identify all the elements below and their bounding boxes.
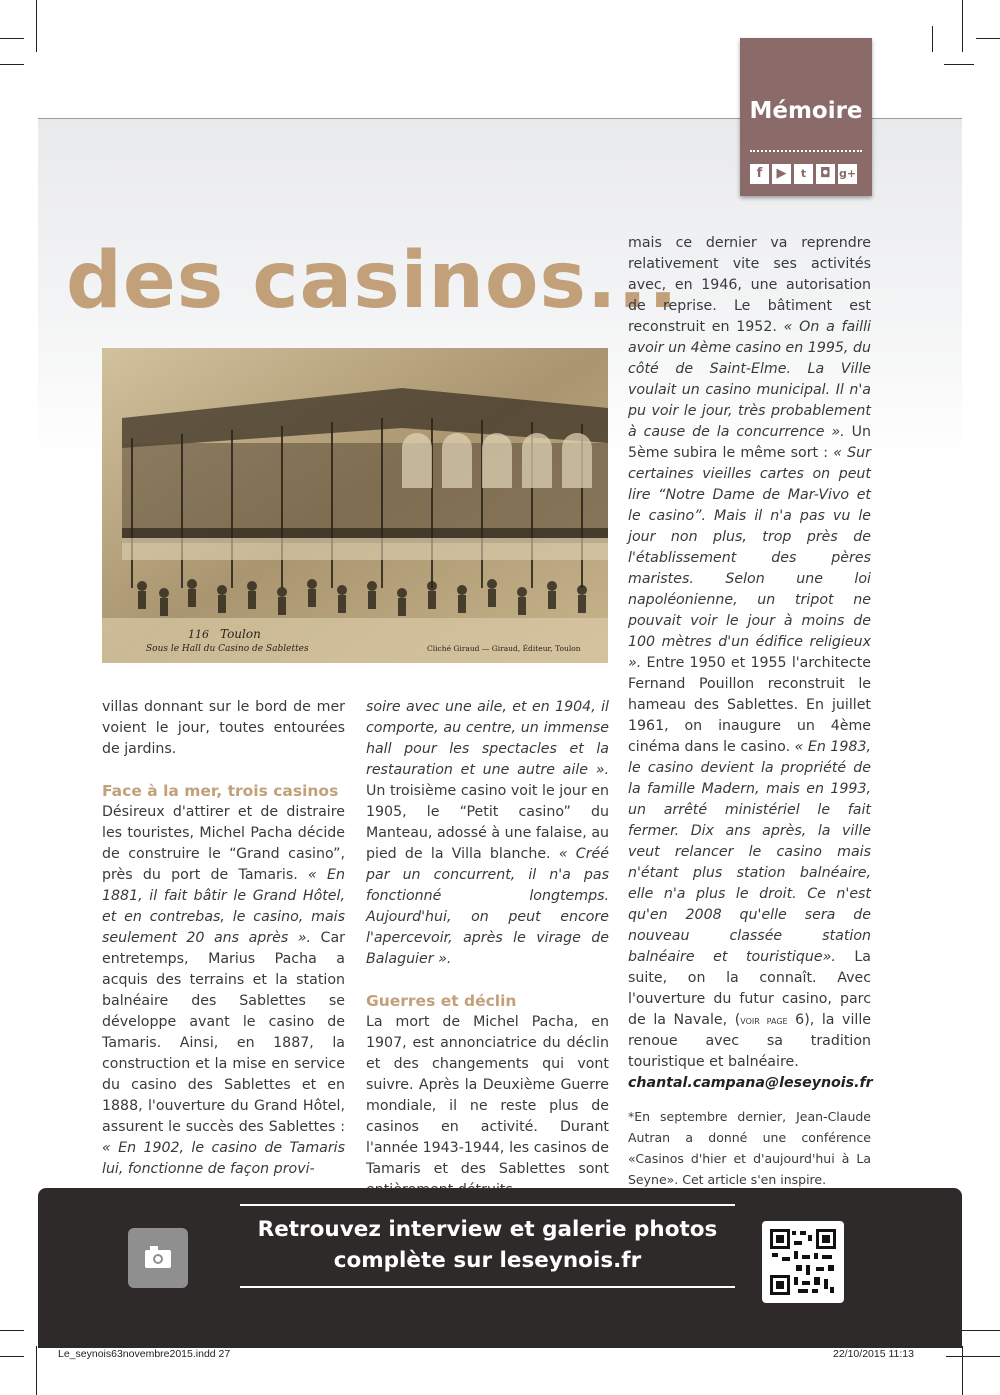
crop-mark — [946, 1356, 1000, 1357]
photo-caption-number: 116 — [188, 628, 209, 641]
crop-mark — [0, 1356, 24, 1357]
author-email[interactable]: chantal.campana@leseynois.fr — [628, 1075, 873, 1091]
footnote: *En septembre dernier, Jean-Claude Autran a donné une conférence «Casinos d'hier et d'aujourd'hui à La Seyne». Cet article s'en inspire. — [628, 1109, 871, 1187]
article-column-3 — [628, 233, 871, 1190]
casino-photo — [102, 348, 608, 663]
banner-line-2[interactable]: complète sur leseynois.fr — [333, 1248, 642, 1273]
crop-mark — [932, 26, 933, 52]
banner-rule — [240, 1204, 735, 1206]
youtube-icon[interactable]: ▶ — [772, 164, 791, 184]
google-plus-icon[interactable]: g+ — [838, 164, 857, 184]
section-label: Mémoire — [749, 98, 863, 124]
article-column-2 — [366, 697, 609, 1201]
subheading: Guerres et déclin — [366, 992, 517, 1010]
dotted-divider — [750, 150, 862, 152]
photo-caption-city: Toulon — [220, 627, 261, 641]
print-slug-file: Le_seynois63novembre2015.indd 27 — [58, 1348, 231, 1360]
paragraph: La mort de Michel Pacha, en 1907, est annonciatrice du déclin et des changements qui vont suivre. Après la Deuxième Guerre mondiale, il ne reste plus de casinos en activité. Durant l'année 1943-1944, les casinos de Tamaris et des Sablettes sont — [366, 1014, 609, 1177]
print-slug-date: 22/10/2015 11:13 — [833, 1348, 914, 1360]
camera-icon — [128, 1228, 188, 1288]
paragraph: Désireux d'attirer et de distraire les touristes, Michel Pacha décide de construire le “Grand casino”, près du port de Tamaris. « En 1881, il fait bâtir le Grand Hôtel, et en contrebas, le casino, mais seulement 20 ans après ». Car entretemps, Marius Pacha a acquis des terrains et la station balnéaire des Sablettes se développe avant le casino de Tamaris. Ainsi, en 1887, la construction et la mise en service du casino des Sablettes et en 1888, l'ouverture du Grand Hôtel, assurent le succès des Sablettes : « En 1902, le casino de Tamaris lui, fonctionne de façon provi- — [102, 804, 345, 1177]
crop-mark — [36, 0, 37, 52]
twitter-icon[interactable]: t — [794, 164, 813, 184]
crop-mark — [36, 1346, 37, 1395]
photo-caption-title: Sous le Hall du Casino de Sablettes — [146, 644, 309, 654]
paragraph: mais ce dernier va reprendre relativement vite ses activités avec, en 1946, une autorisation de reprise. Le bâtiment est reconstruit en 1952. « On a failli avoir un 4ème casino en 1995, du côté de Saint-Elme. La Ville voulait un casino municipal. Il n'a pu voir le jour, très probablement à cause de la concurrence ». Un 5ème subira le même sort : « Sur certaines vieilles cartes on peut lire “Notre Dame de Mar-Vivo et le casino”. Mais il n'a pas vu le jour non plus, trop près de l'établissement des pères maristes. Selon une loi napoléonienne, un tripot ne pouvait voir le jour à moins de 100 mètres d'un édifice religieux ». Entre 1950 et 1955 l'architecte Fernand Pouillon reconstruit le hameau des Sablettes. En juillet 1961, on inaugure un 4ème cinéma dans le casino. « En 1983, le casino devient la propriété de la famille Madern, mais en 1993, un arrêté ministériel le fait fermer. Dix ans après, la ville veut relancer le casino mais n'étant plus station balnéaire, elle n'a plus le droit. Ce n'est qu'en 2008 qu'elle sera de nouveau classée station balnéaire et touristique». La suite, on la connaît. Avec l'ouverture du futur casino, parc de la Navale, (voir page 6), la ville renoue avec sa tradition touristique et balnéaire. — [628, 235, 872, 1070]
banner-rule — [240, 1286, 735, 1288]
facebook-icon[interactable]: f — [750, 164, 769, 184]
banner-line-1[interactable]: Retrouvez interview et galerie photos — [257, 1217, 718, 1242]
instagram-icon[interactable]: ◘ — [816, 164, 835, 184]
article-column-1 — [102, 697, 345, 1180]
qr-code[interactable] — [762, 1221, 844, 1303]
subheading: Face à la mer, trois casinos — [102, 782, 339, 800]
crop-mark — [0, 64, 24, 65]
casino-hall-illustration — [102, 348, 608, 663]
photo-caption-credit: Cliché Giraud — Giraud, Éditeur, Toulon — [427, 644, 581, 653]
headline: des casinos... — [66, 236, 679, 326]
crop-mark — [962, 1346, 963, 1395]
crop-mark — [976, 38, 1000, 39]
crop-mark — [944, 64, 974, 65]
crop-mark — [962, 0, 963, 52]
paragraph: soire avec une aile, et en 1904, il comporte, au centre, un immense hall pour les spectacles et la restauration et une autre aile ». Un troisième casino voit le jour en 1905, le “Petit casino” du Manteau, adossé à une falaise, au pied de la Villa blanche. « Créé par un concurrent, il n'a pas fonctionné longtemps. Aujourd'hui, on peut encore l'apercevoir, après le virage de Balaguier ». — [366, 699, 609, 967]
crop-mark — [0, 38, 24, 39]
paragraph: villas donnant sur le bord de mer voient le jour, toutes entourées de jardins. — [102, 699, 345, 757]
section-tab — [740, 38, 872, 196]
crop-mark — [0, 1330, 24, 1331]
